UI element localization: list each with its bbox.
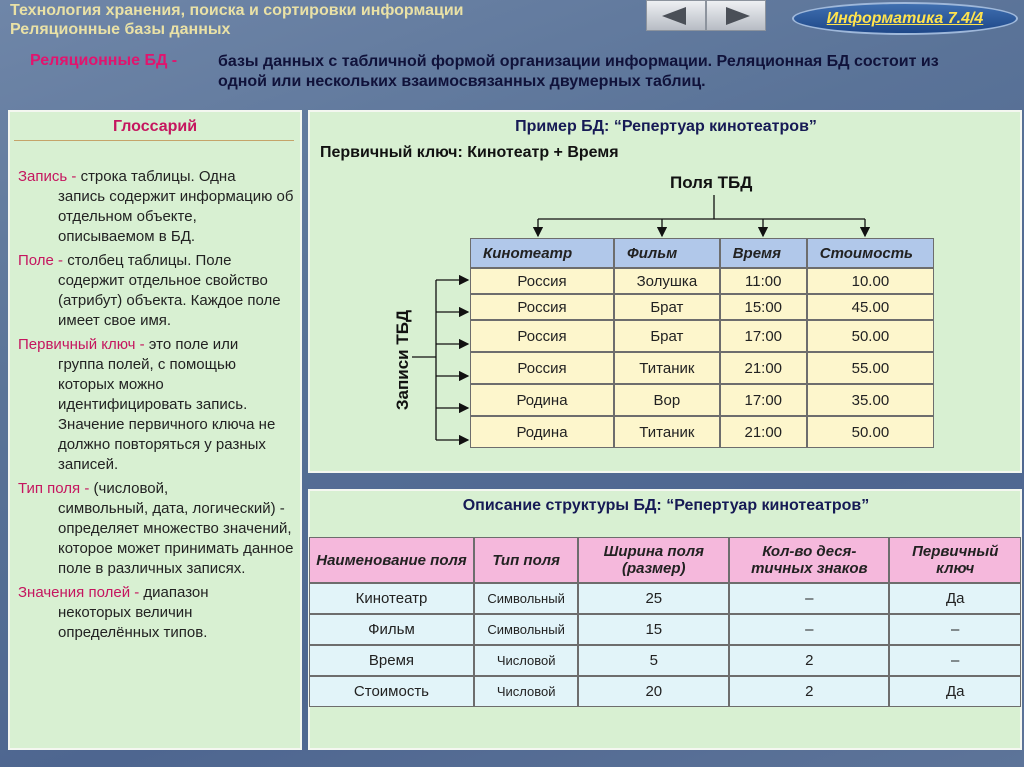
table-cell: Символьный [474, 583, 578, 614]
table-cell: Титаник [614, 352, 720, 384]
table-cell: Россия [470, 294, 614, 320]
glossary-definition-start: столбец таблицы. Поле [67, 252, 232, 269]
column-header: Стоимость [807, 238, 934, 268]
table-cell: – [889, 614, 1021, 645]
column-header: Время [720, 238, 807, 268]
glossary-term: Поле - [18, 252, 64, 269]
primary-key-label: Первичный ключ: Кинотеатр + Время [320, 144, 619, 161]
table-cell: Время [309, 645, 474, 676]
definition-term: Реляционные БД - [30, 52, 178, 69]
glossary-definition-start: диапазон [143, 584, 209, 601]
glossary-definition: запись содержит информацию об отдельном объекте, описываемом в БД. [58, 188, 294, 245]
table-cell: 21:00 [720, 352, 807, 384]
fields-label: Поля ТБД [670, 173, 753, 192]
table-cell: Родина [470, 416, 614, 448]
column-header: Первичный ключ [889, 537, 1021, 583]
structure-title: Описание структуры БД: “Репертуар кинотеатров” [462, 497, 870, 514]
table-cell: 17:00 [720, 384, 807, 416]
table-cell: Да [889, 583, 1021, 614]
glossary-term: Тип поля - [18, 480, 90, 497]
table-row [309, 645, 1021, 676]
glossary-definition: символьный, дата, логический) - определяет множество значений, которое может принимать данное поле в различных записях. [58, 500, 294, 577]
glossary-term: Первичный ключ - [18, 336, 145, 353]
table-cell: 5 [578, 645, 729, 676]
column-header: Кинотеатр [470, 238, 614, 268]
table-row [309, 614, 1021, 645]
table-cell: Титаник [614, 416, 720, 448]
column-header: Фильм [614, 238, 720, 268]
structure-table [309, 537, 1021, 707]
column-header: Ширина поля (размер) [578, 537, 729, 583]
definition-text: базы данных с табличной формой организации информации. Реляционная БД состоит из одной или нескольких взаимосвязанных двумерных таблиц. [218, 53, 939, 90]
table-cell: 15:00 [720, 294, 807, 320]
records-label: Записи ТБД [393, 309, 412, 411]
glossary-definition-start: это поле или [148, 336, 239, 353]
table-cell: 15 [578, 614, 729, 645]
table-cell: Кинотеатр [309, 583, 474, 614]
column-header: Тип поля [474, 537, 578, 583]
table-cell: Стоимость [309, 676, 474, 707]
table-cell: Символьный [474, 614, 578, 645]
table-cell: 2 [729, 645, 889, 676]
glossary-term: Запись - [18, 168, 77, 185]
table-cell: Родина [470, 384, 614, 416]
table-cell: 11:00 [720, 268, 807, 294]
table-cell: 50.00 [807, 320, 934, 352]
table-cell: – [889, 645, 1021, 676]
table-cell: Числовой [474, 676, 578, 707]
table-header-row [309, 537, 1021, 583]
table-row [470, 384, 934, 416]
table-row [470, 294, 934, 320]
table-cell: 50.00 [807, 416, 934, 448]
example-title: Пример БД: “Репертуар кинотеатров” [515, 118, 817, 135]
table-cell: 2 [729, 676, 889, 707]
table-cell: 10.00 [807, 268, 934, 294]
course-badge-link[interactable]: Информатика 7.4/4 [792, 2, 1018, 35]
table-cell: Вор [614, 384, 720, 416]
glossary-definition-start: (числовой, [93, 480, 169, 497]
table-cell: 35.00 [807, 384, 934, 416]
table-cell: 17:00 [720, 320, 807, 352]
table-cell: – [729, 614, 889, 645]
table-header-row [470, 238, 934, 268]
glossary-definition: некоторых величин определённых типов. [58, 604, 208, 641]
table-row [309, 676, 1021, 707]
table-cell: 45.00 [807, 294, 934, 320]
table-row [470, 416, 934, 448]
column-header: Наименование поля [309, 537, 474, 583]
table-cell: Брат [614, 294, 720, 320]
table-cell: Брат [614, 320, 720, 352]
table-row [470, 320, 934, 352]
column-header: Кол-во деся-тичных знаков [729, 537, 889, 583]
table-cell: Золушка [614, 268, 720, 294]
repertoire-table [470, 238, 934, 448]
slide-title-line1: Технология хранения, поиска и сортировки информации [10, 2, 464, 19]
table-cell: 25 [578, 583, 729, 614]
table-cell: Россия [470, 320, 614, 352]
table-row [309, 583, 1021, 614]
slide-title-line2: Реляционные базы данных [10, 21, 231, 38]
glossary-definition-start: строка таблицы. Одна [80, 168, 236, 185]
table-cell: Россия [470, 268, 614, 294]
table-cell: 21:00 [720, 416, 807, 448]
table-cell: Да [889, 676, 1021, 707]
glossary-definition: группа полей, с помощью которых можно идентифицировать запись. Значение первичного ключа не должно повторяться у разных записей. [58, 356, 276, 473]
table-cell: Фильм [309, 614, 474, 645]
glossary-definition: содержит отдельное свойство (атрибут) объекта. Каждое поле имеет свое имя. [58, 272, 281, 329]
glossary-title: Глоссарий [112, 118, 198, 135]
table-cell: 55.00 [807, 352, 934, 384]
table-row [470, 268, 934, 294]
table-cell: – [729, 583, 889, 614]
table-cell: Россия [470, 352, 614, 384]
glossary-term: Значения полей - [18, 584, 140, 601]
table-row [470, 352, 934, 384]
table-cell: Числовой [474, 645, 578, 676]
table-cell: 20 [578, 676, 729, 707]
